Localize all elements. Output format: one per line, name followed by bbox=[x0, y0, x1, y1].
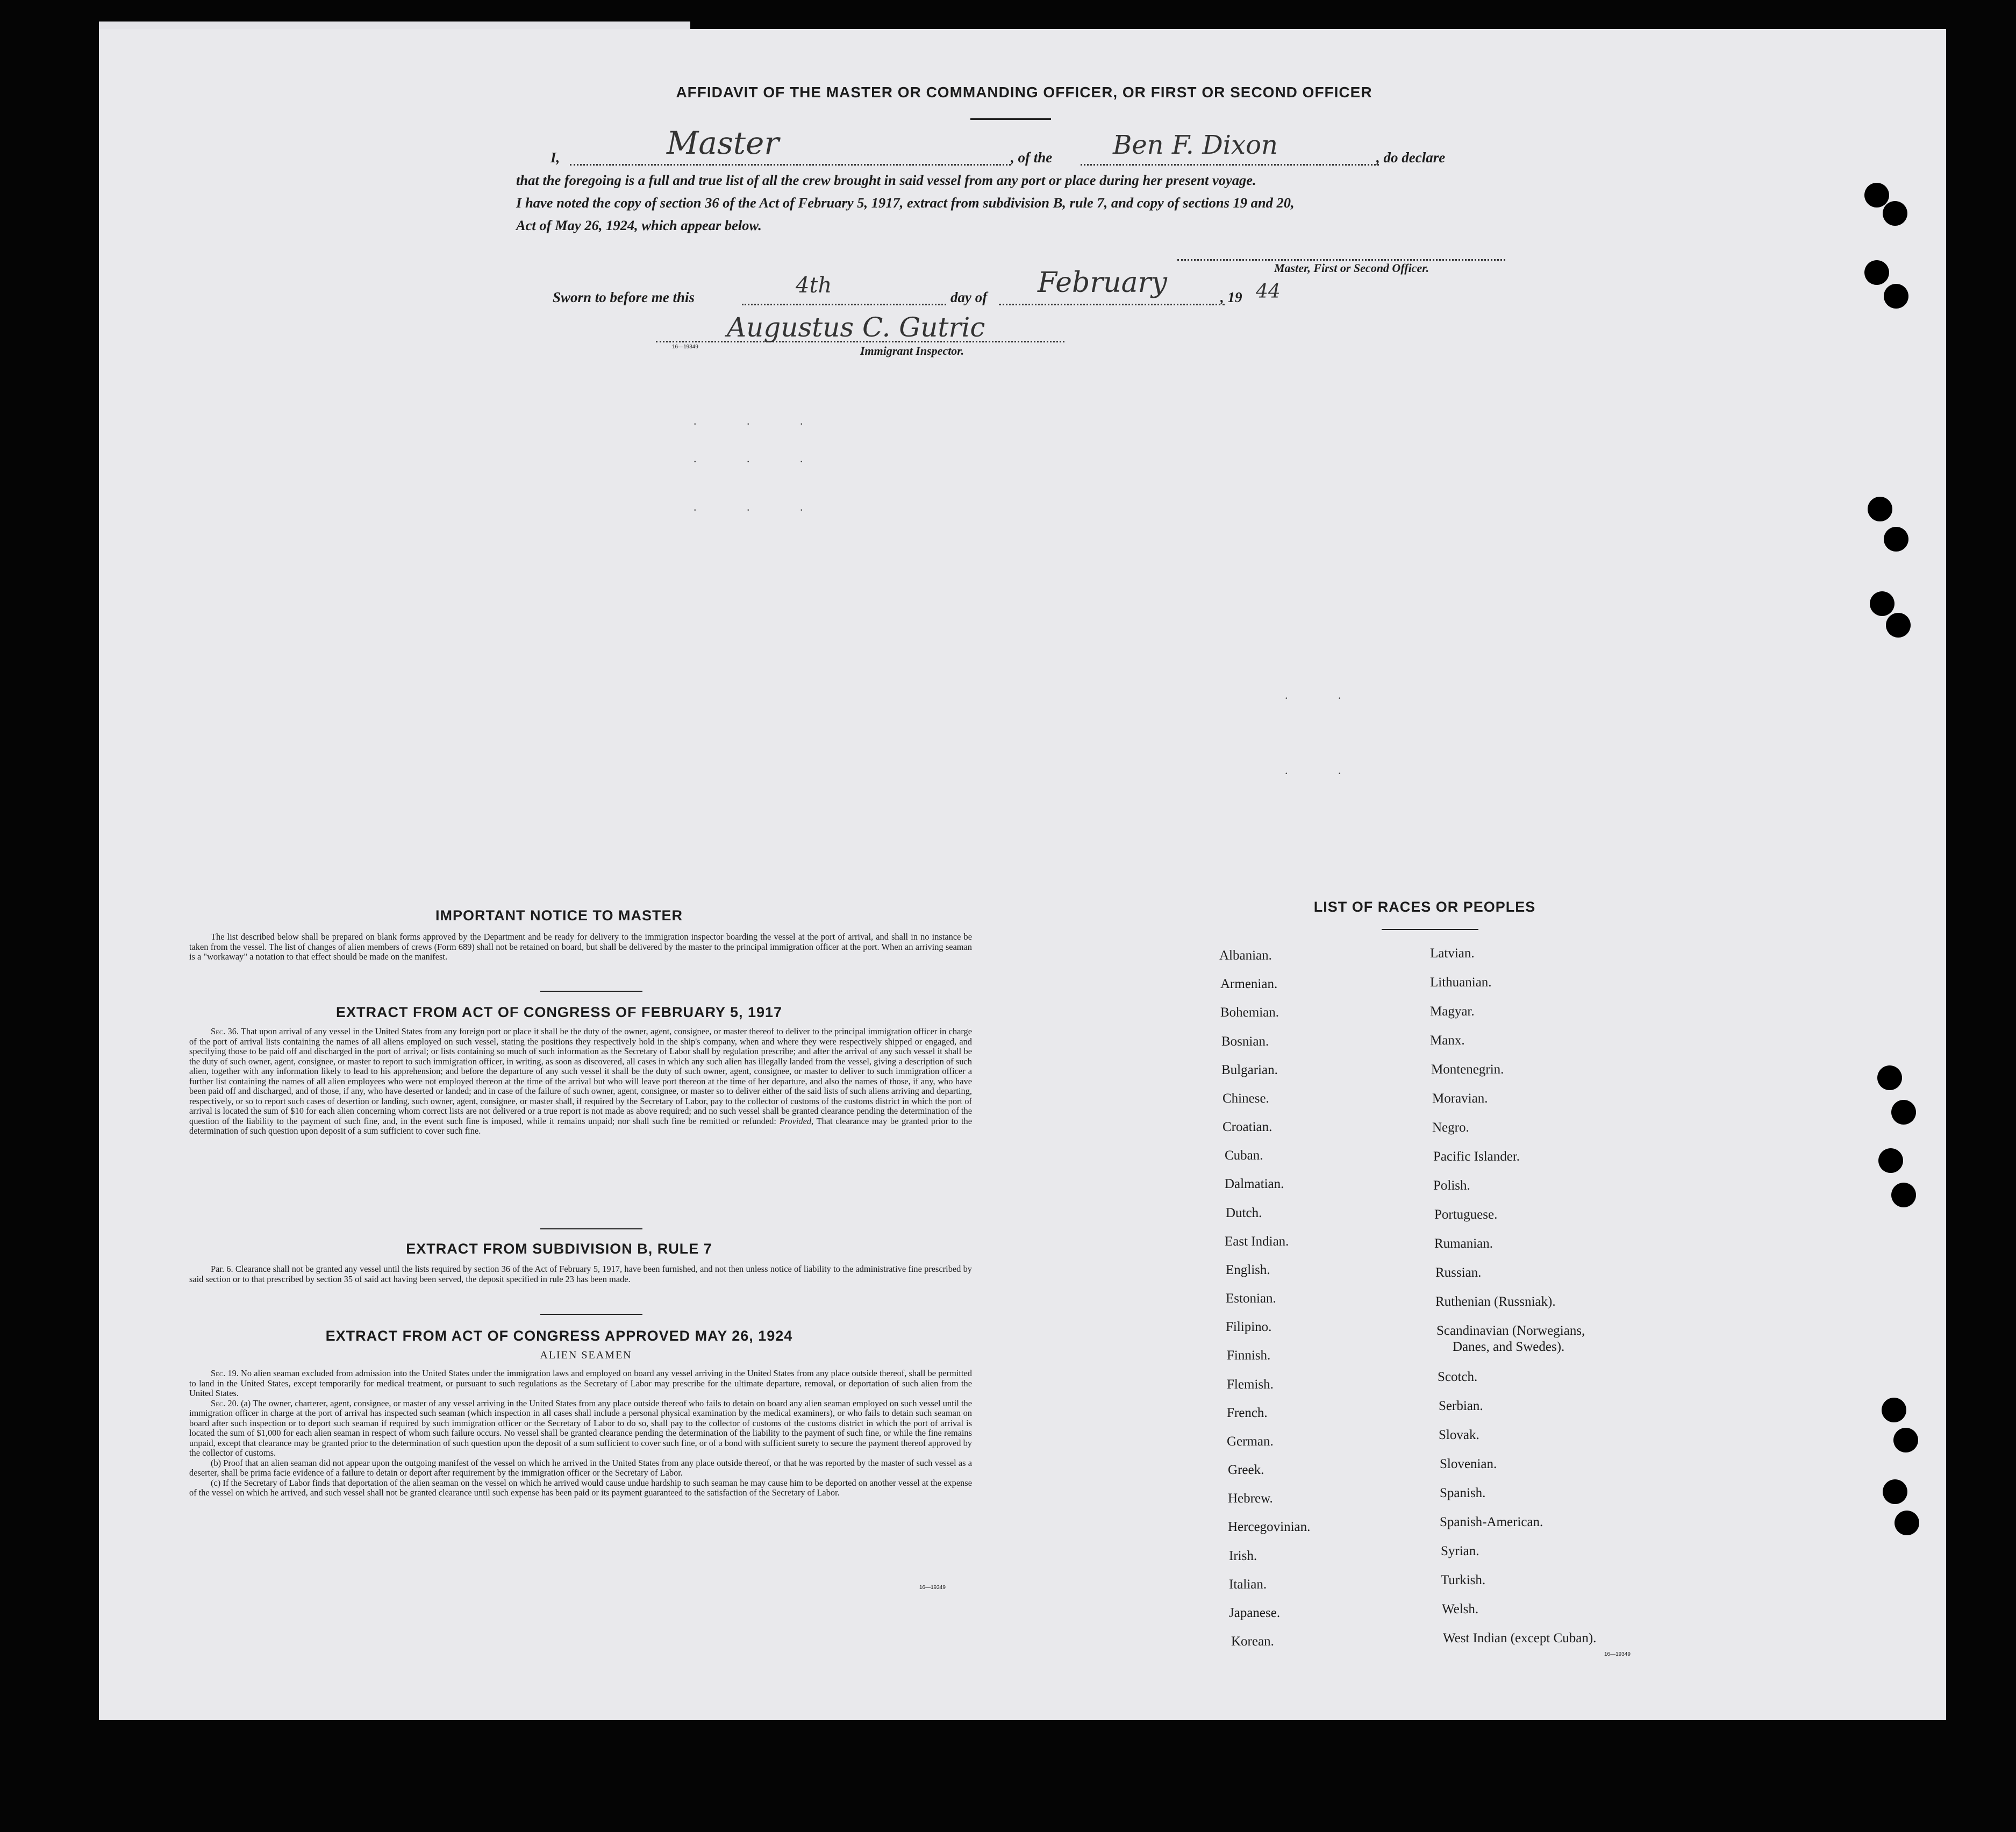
race-item: Lithuanian. bbox=[1430, 975, 1492, 990]
race-item: Croatian. bbox=[1223, 1120, 1272, 1134]
extract-1924-text bbox=[189, 1369, 972, 1498]
race-item: Finnish. bbox=[1227, 1348, 1271, 1363]
race-item: Scandinavian (Norwegians, bbox=[1436, 1323, 1585, 1338]
signature-caption: Master, First or Second Officer. bbox=[1274, 261, 1429, 275]
race-item: Spanish-American. bbox=[1440, 1515, 1543, 1530]
race-item: Magyar. bbox=[1430, 1004, 1475, 1019]
race-item: Pacific Islander. bbox=[1433, 1149, 1520, 1164]
race-item: Latvian. bbox=[1430, 946, 1475, 961]
race-item: Hercegovinian. bbox=[1228, 1520, 1311, 1535]
race-item: Bohemian. bbox=[1220, 1005, 1279, 1020]
section-divider bbox=[540, 1314, 642, 1315]
race-item: Turkish. bbox=[1441, 1573, 1486, 1588]
notice-title: IMPORTANT NOTICE TO MASTER bbox=[435, 907, 683, 924]
of-the-label: , of the bbox=[1011, 149, 1053, 166]
race-item: Estonian. bbox=[1226, 1291, 1276, 1306]
notice-text bbox=[189, 932, 972, 962]
punch-hole bbox=[1884, 284, 1908, 309]
race-item: Moravian. bbox=[1432, 1091, 1488, 1106]
section-20a-paragraph bbox=[189, 1399, 972, 1458]
race-item: Danes, and Swedes). bbox=[1453, 1340, 1565, 1355]
race-item: Bulgarian. bbox=[1221, 1062, 1278, 1077]
affidavit-line-2: that the foregoing is a full and true list of all the crew brought in said vessel from any port or place during her present voyage. bbox=[516, 172, 1256, 188]
declare-label: , do declare bbox=[1376, 149, 1446, 166]
race-item: Ruthenian (Russniak). bbox=[1435, 1294, 1556, 1309]
race-item: Scotch. bbox=[1438, 1370, 1478, 1385]
race-item: Hebrew. bbox=[1228, 1491, 1273, 1506]
race-item: English. bbox=[1226, 1262, 1270, 1277]
punch-hole bbox=[1864, 260, 1889, 285]
inspector-signature: Augustus C. Gutric bbox=[727, 312, 985, 343]
section-divider bbox=[540, 991, 642, 992]
race-item: Dalmatian. bbox=[1225, 1177, 1284, 1192]
race-item: Montenegrin. bbox=[1431, 1062, 1504, 1077]
race-item: Chinese. bbox=[1223, 1091, 1269, 1106]
race-item: French. bbox=[1227, 1405, 1268, 1420]
punch-hole bbox=[1868, 497, 1892, 521]
punch-hole bbox=[1877, 1065, 1902, 1090]
month-handwritten: February bbox=[1038, 267, 1167, 299]
race-item: Armenian. bbox=[1220, 977, 1278, 992]
extract-1917-text bbox=[189, 1027, 972, 1136]
notice-paragraph: The list described below shall be prepared on blank forms approved by the Department and be ready for delivery to the immigration inspector boarding the vessel at the port of arrival, and shall in no instance be taken from the vessel. The list of changes of alien members of crews (Form 689) shall not be retained on board, but shall be delivered by the master to the principal immigration officer at the port. When an arriving seaman is a "workaway" a notation to that effect should be made on the manifest. bbox=[189, 932, 972, 962]
punch-hole bbox=[1891, 1100, 1916, 1125]
extract-1924-title: EXTRACT FROM ACT OF CONGRESS APPROVED MAY 26, 1924 bbox=[325, 1328, 793, 1344]
race-item: Dutch. bbox=[1226, 1205, 1262, 1220]
race-item: Slovenian. bbox=[1440, 1457, 1497, 1472]
rule-7-paragraph: Par. 6. Clearance shall not be granted any vessel until the lists required by section 36 of the Act of February 5, 1917, have been furnished, and not then unless notice of liability to the administrative fine prescribed by said section or to that prescribed by section 35 of said act having been served, the deposit specified in rule 23 has been made. bbox=[189, 1264, 972, 1284]
inspector-caption: Immigrant Inspector. bbox=[860, 344, 964, 357]
day-of-label: day of bbox=[950, 289, 988, 305]
punch-hole bbox=[1884, 527, 1908, 552]
declarant-line bbox=[570, 164, 1011, 166]
punch-hole bbox=[1883, 1479, 1907, 1504]
punch-hole bbox=[1878, 1148, 1903, 1173]
section-36-label: Sec. 36. bbox=[211, 1026, 239, 1036]
sworn-label: Sworn to before me this bbox=[553, 289, 695, 305]
race-item: Flemish. bbox=[1227, 1377, 1274, 1392]
race-item: Polish. bbox=[1433, 1178, 1470, 1193]
punch-hole bbox=[1895, 1511, 1919, 1535]
section-20a-text: (a) The owner, charterer, agent, consignee, or master of any vessel arriving in the United States from any place outside thereof who fails to detain on board any alien seaman employed on such vessel until the immigration officer in charge at the port of arrival has inspected such seaman (which inspection in all cases shall include a personal physical examination by the medical examiners), or who fails to detain such seaman on board after such inspection or to deport such seaman if required by such immigration officer or the Secretary of Labor to do so, shall pay to the collector of customs of the customs district in which the port of arrival is located the sum of $1,000 for each alien seaman in respect of whom such failure occurs. No vessel shall be granted clearance pending the determination of the liability to the payment of such fine, or while the fine remains unpaid, except that clearance may be granted prior to the determination of such question upon the deposit of a sum sufficient to cover such fine, or of a bond with sufficient surety to secure the payment thereof approved by the collector of customs. bbox=[189, 1398, 972, 1458]
race-item: Cuban. bbox=[1225, 1148, 1263, 1163]
alien-seamen-subtitle: ALIEN SEAMEN bbox=[540, 1349, 632, 1361]
signature-line bbox=[1177, 259, 1505, 261]
section-20b-paragraph: (b) Proof that an alien seaman did not appear upon the outgoing manifest of the vessel on which he arrived in the United States from any place outside thereof, or that he was reported by the master of such vessel as a deserter, shall be prima facie evidence of a failure to detain or deport after requirement by the immigration officer or the Secretary of Labor. bbox=[189, 1457, 972, 1478]
races-divider bbox=[1382, 929, 1478, 930]
day-handwritten: 4th bbox=[796, 273, 832, 298]
form-number: 16—19349 bbox=[919, 1585, 946, 1591]
race-item: East Indian. bbox=[1225, 1234, 1289, 1249]
punch-hole bbox=[1883, 201, 1907, 226]
race-item: Spanish. bbox=[1440, 1486, 1486, 1501]
race-item: Korean. bbox=[1231, 1634, 1274, 1649]
section-20c-paragraph: (c) If the Secretary of Labor finds that deportation of the alien seaman on the vessel on which he arrived would cause undue hardship to such seaman he may cause him to be deported on another vessel at the expense of the vessel on which he arrived, and such vessel shall not be granted clearance until such expense has been paid or its payment guaranteed to the satisfaction of the Secretary of Labor. bbox=[189, 1477, 972, 1498]
race-item: Japanese. bbox=[1229, 1605, 1281, 1620]
section-20-label: Sec. 20. bbox=[211, 1398, 239, 1408]
race-item: Filipino. bbox=[1226, 1320, 1272, 1335]
faint-marks: . . . bbox=[694, 414, 827, 427]
declarant-prefix: I, bbox=[551, 149, 560, 166]
form-number: 16—19349 bbox=[1604, 1651, 1631, 1657]
race-item: Irish. bbox=[1229, 1548, 1257, 1563]
faint-marks: . . . bbox=[694, 500, 827, 513]
race-item: Welsh. bbox=[1442, 1602, 1479, 1616]
inspector-line bbox=[656, 341, 1064, 342]
race-item: Serbian. bbox=[1439, 1399, 1483, 1414]
punch-hole bbox=[1893, 1428, 1918, 1452]
section-19-label: Sec. 19. bbox=[211, 1368, 239, 1378]
title-divider bbox=[970, 118, 1051, 120]
punch-hole bbox=[1882, 1398, 1906, 1422]
rule-7-text bbox=[189, 1264, 972, 1284]
race-item: Manx. bbox=[1430, 1033, 1465, 1048]
vessel-line bbox=[1081, 164, 1379, 166]
race-item: Greek. bbox=[1228, 1463, 1264, 1477]
races-title: LIST OF RACES OR PEOPLES bbox=[1313, 899, 1536, 915]
section-divider bbox=[540, 1228, 642, 1229]
race-item: Albanian. bbox=[1219, 948, 1272, 963]
rule-7-title: EXTRACT FROM SUBDIVISION B, RULE 7 bbox=[406, 1241, 712, 1257]
declarant-handwritten: Master bbox=[667, 125, 780, 161]
section-36-text: That upon arrival of any vessel in the United States from any foreign port or place it shall be the duty of the owner, agent, consignee, or master thereof to deliver to the principal immigration officer in charge of the port of arrival lists containing the names of all aliens employed on such vessel, stating the positions they respectively hold in the ship's company, when and where they were respectively shipped or engaged, and specifying those to be paid off and discharged in the port of arrival; or lists containing so much of such information as the Secretary of Labor shall by regulation prescribe; and after the arrival of any such vessel it shall be the duty of such owner, agent, consignee, or master to report to such immigration officer, in writing, as soon as discovered, all cases in which any such alien has illegally landed from the vessel, giving a description of such alien, together with any information likely to lead to his apprehension; and before the departure of any such vessel it shall be the duty of such owner, agent, consignee, or master to deliver to such immigration officer a further list containing the names of all alien employees who were not employed thereon at the time of the arrival but who will leave port thereon at the time of her departure, and also the names of those, if any, who have been paid off and discharged, and of those, if any, who have deserted or landed; and in case of the failure of such owner, agent, consignee, or master so to deliver either of the said lists of such aliens arriving and departing, respectively, or so to report such cases of desertion or landing, such owner, agent, consignee, or master shall, if required by the Secretary of Labor, pay to the collector of customs of the customs district in which the port of arrival is located the sum of $10 for each alien concerning whom correct lists are not delivered or a true report is not made as above required; and no such vessel shall be granted clearance pending the determination of the question of the liability to the payment of such fine, and, in the event such fine is imposed, while it remains unpaid; nor shall such fine be remitted or refunded: bbox=[189, 1026, 972, 1126]
affidavit-line-4: Act of May 26, 1924, which appear below. bbox=[516, 217, 762, 233]
day-line bbox=[742, 304, 946, 305]
race-item: German. bbox=[1227, 1434, 1274, 1449]
race-item: West Indian (except Cuban). bbox=[1443, 1631, 1597, 1645]
faint-marks: . . bbox=[1285, 763, 1365, 777]
year-handwritten: 44 bbox=[1256, 281, 1281, 303]
section-19-text: No alien seaman excluded from admission into the United States under the immigration laws and employed on board any vessel arriving in the United States from any place outside thereof, shall be permitted to land in the United States, except temporarily for medical treatment, or pursuant to such regulations as the Secretary of Labor may prescribe for the ultimate departure, removal, or deportation of such alien from the United States. bbox=[189, 1368, 972, 1398]
affidavit-title: AFFIDAVIT OF THE MASTER OR COMMANDING OFFICER, OR FIRST OR SECOND OFFICER bbox=[676, 84, 1372, 101]
race-item: Syrian. bbox=[1441, 1544, 1479, 1559]
punch-hole bbox=[1886, 613, 1911, 638]
month-line bbox=[999, 304, 1225, 305]
race-item: Rumanian. bbox=[1434, 1236, 1493, 1251]
punch-hole bbox=[1891, 1183, 1916, 1207]
extract-1917-title: EXTRACT FROM ACT OF CONGRESS OF FEBRUARY 5, 1917 bbox=[335, 1004, 783, 1020]
race-item: Negro. bbox=[1432, 1120, 1469, 1135]
race-item: Italian. bbox=[1229, 1577, 1267, 1592]
punch-hole bbox=[1864, 183, 1889, 207]
punch-hole bbox=[1870, 591, 1895, 616]
race-item: Slovak. bbox=[1439, 1428, 1479, 1443]
race-item: Russian. bbox=[1435, 1265, 1482, 1280]
proviso-label: Provided, bbox=[779, 1115, 814, 1126]
form-number: 16—19349 bbox=[672, 344, 698, 350]
faint-marks: . . bbox=[1285, 688, 1365, 702]
proviso-text: That clearance may be granted prior to the determination of such question upon deposit of a sum sufficient to cover such fine. bbox=[189, 1115, 972, 1136]
faint-marks: . . . bbox=[694, 452, 827, 465]
affidavit-line-3: I have noted the copy of section 36 of the Act of February 5, 1917, extract from subdivision B, rule 7, and copy of sections 19 and 20, bbox=[516, 195, 1295, 211]
year-prefix: , 19 bbox=[1220, 289, 1242, 305]
section-19-paragraph bbox=[189, 1369, 972, 1399]
race-item: Bosnian. bbox=[1221, 1034, 1269, 1049]
race-item: Portuguese. bbox=[1434, 1207, 1498, 1222]
vessel-name-handwritten: Ben F. Dixon bbox=[1113, 130, 1278, 160]
section-36-paragraph bbox=[189, 1027, 972, 1136]
